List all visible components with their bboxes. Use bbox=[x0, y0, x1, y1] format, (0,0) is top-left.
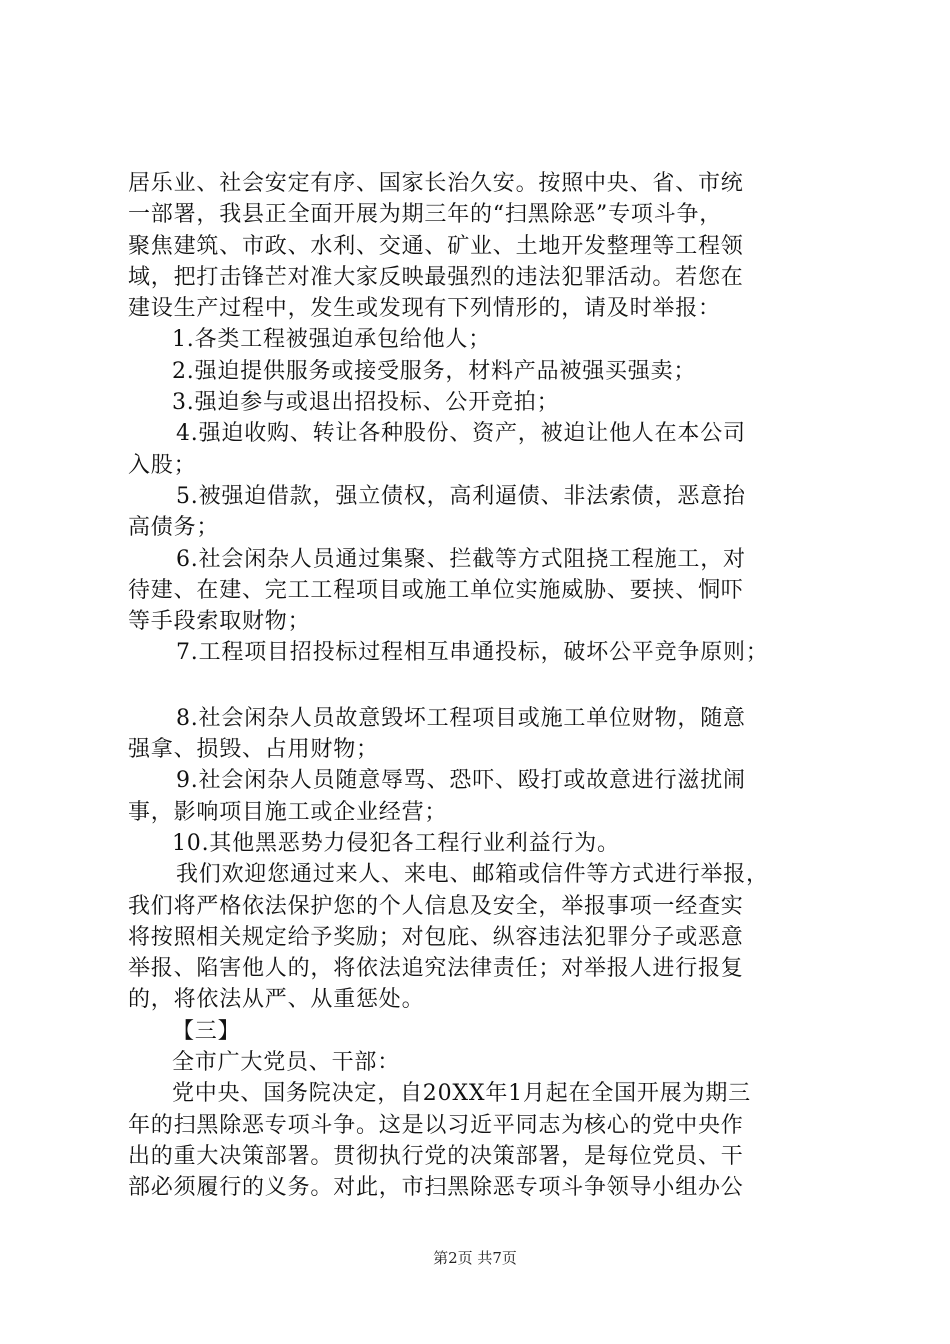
list-item-8: 8.社会闲杂人员故意毁坏工程项目或施工单位财物，随意 bbox=[176, 705, 746, 731]
list-item-6-cont: 等手段索取财物； bbox=[128, 609, 311, 635]
paragraph-line: 居乐业、社会安定有序、国家长治久安。按照中央、省、市统 bbox=[128, 171, 744, 196]
section-heading: 【三】 bbox=[172, 1018, 241, 1044]
blank-line bbox=[128, 669, 848, 703]
list-item-9-cont: 事，影响项目施工或企业经营； bbox=[128, 799, 448, 825]
paragraph-line: 一部署，我县正全面开展为期三年的“扫黑除恶”专项斗争， bbox=[128, 202, 723, 228]
paragraph-line: 我们欢迎您通过来人、来电、邮箱或信件等方式进行举报， bbox=[176, 862, 769, 888]
list-item-1: 1.各类工程被强迫承包给他人； bbox=[172, 327, 491, 353]
list-item-7: 7.工程项目招投标过程相互串通投标，破坏公平竞争原则； bbox=[176, 640, 769, 666]
paragraph-line: 出的重大决策部署。贯彻执行党的决策部署，是每位党员、干 bbox=[128, 1143, 744, 1169]
list-item-5: 5.被强迫借款，强立债权，高利逼债、非法索债，恶意抬 bbox=[176, 483, 746, 509]
paragraph-line: 举报、陷害他人的，将依法追究法律责任；对举报人进行报复 bbox=[128, 956, 744, 982]
paragraph-line: 域，把打击锋芒对准大家反映最强烈的违法犯罪活动。若您在 bbox=[128, 264, 744, 290]
list-item-3: 3.强迫参与或退出招投标、公开竞拍； bbox=[172, 390, 560, 416]
list-item-4-cont: 入股； bbox=[128, 452, 197, 478]
page-number-footer: 第2页 共7页 bbox=[433, 1249, 517, 1267]
paragraph-line: 党中央、国务院决定，自20XX年1月起在全国开展为期三 bbox=[172, 1081, 751, 1107]
list-item-2: 2.强迫提供服务或接受服务，材料产品被强买强卖； bbox=[172, 358, 697, 384]
paragraph-line: 我们将严格依法保护您的个人信息及安全，举报事项一经查实 bbox=[128, 893, 744, 919]
list-item-9: 9.社会闲杂人员随意辱骂、恐吓、殴打或故意进行滋扰闹 bbox=[176, 768, 746, 794]
paragraph-line: 聚焦建筑、市政、水利、交通、矿业、土地开发整理等工程领 bbox=[128, 233, 744, 259]
paragraph-line: 部必须履行的义务。对此，市扫黑除恶专项斗争领导小组办公 bbox=[128, 1175, 744, 1201]
document-body bbox=[128, 168, 848, 1204]
list-item-6: 6.社会闲杂人员通过集聚、拦截等方式阻挠工程施工，对 bbox=[176, 546, 746, 572]
list-item-4: 4.强迫收购、转让各种股份、资产，被迫让他人在本公司 bbox=[176, 421, 746, 447]
list-item-6-cont: 待建、在建、完工工程项目或施工单位实施威胁、要挟、恫吓 bbox=[128, 577, 744, 603]
list-item-8-cont: 强拿、损毁、占用财物； bbox=[128, 737, 379, 763]
list-item-5-cont: 高债务； bbox=[128, 515, 220, 541]
paragraph-line: 将按照相关规定给予奖励；对包庇、纵容违法犯罪分子或恶意 bbox=[128, 924, 744, 950]
salutation: 全市广大党员、干部： bbox=[172, 1050, 401, 1076]
list-item-10: 10.其他黑恶势力侵犯各工程行业利益行为。 bbox=[172, 830, 620, 856]
paragraph-line: 年的扫黑除恶专项斗争。这是以习近平同志为核心的党中央作 bbox=[128, 1112, 744, 1138]
paragraph-line: 的，将依法从严、从重惩处。 bbox=[128, 987, 425, 1013]
paragraph-line: 建设生产过程中，发生或发现有下列情形的，请及时举报： bbox=[128, 296, 721, 322]
